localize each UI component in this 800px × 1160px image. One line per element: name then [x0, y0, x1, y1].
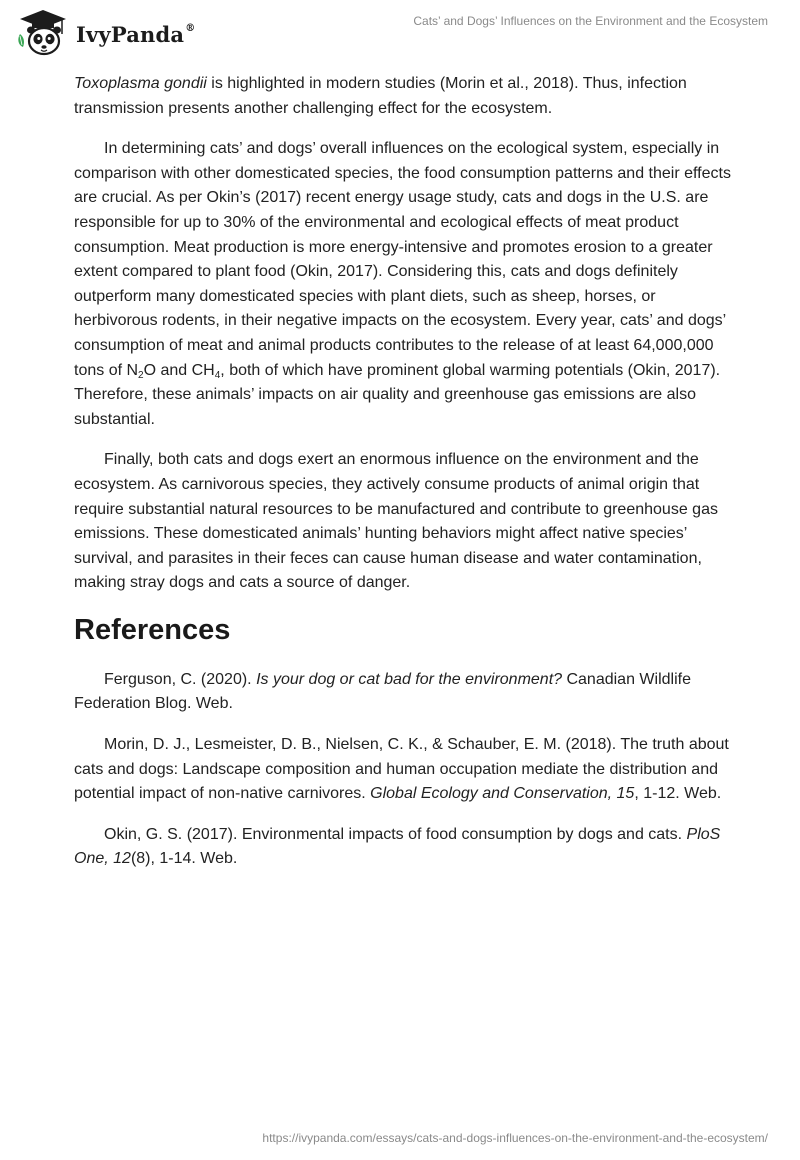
running-title: Cats’ and Dogs’ Influences on the Environment and the Ecosystem: [413, 14, 768, 28]
reference-text: Morin, D. J., Lesmeister, D. B., Nielsen, C. K., & Schauber, E. M. (2018). The truth about cats and dogs: Landscape composition and human occupation mediate the distribution and potential impact of non-native carnivores.: [74, 736, 729, 803]
reference-text: (8), 1-14. Web.: [130, 850, 238, 868]
paragraph-continuation: [74, 72, 734, 121]
essay-content: [74, 72, 734, 888]
logo-text: IvyPanda: [76, 21, 185, 47]
paragraph-food-consumption: [74, 137, 734, 432]
source-url[interactable]: https://ivypanda.com/essays/cats-and-dogs-influences-on-the-environment-and-the-ecosystem/: [262, 1131, 768, 1145]
references-heading: References: [74, 613, 231, 646]
reference-item: [74, 823, 734, 872]
registered-mark: ®: [185, 22, 196, 34]
subscript: 4: [214, 369, 221, 381]
reference-title: PloS One, 12: [74, 825, 721, 868]
reference-item: [74, 668, 734, 717]
paragraph-text: , both of which have prominent global warming potentials (Okin, 2017). Therefore, these animals’ impacts on air quality and greenhouse gas emissions are also substantial.: [74, 361, 721, 428]
reference-item: [74, 733, 734, 807]
reference-text: , 1-12. Web.: [634, 785, 722, 803]
paragraph-conclusion: Finally, both cats and dogs exert an enormous influence on the environment and the ecosystem. As carnivorous species, they actively consume products of animal origin that require substantial natural resources to be manufactured and contribute to greenhouse gas emissions. These domesticated animals’ hunting behaviors might affect native species’ survival, and parasites in their feces can cause human disease and water contamination, making stray dogs and cats a source of danger.: [74, 451, 718, 592]
reference-title: Global Ecology and Conservation, 15: [370, 785, 635, 803]
subscript: 2: [138, 369, 144, 381]
reference-text: Ferguson, C. (2020).: [104, 670, 257, 688]
logo-wordmark: [76, 22, 195, 47]
species-name: Toxoplasma gondii: [74, 75, 207, 92]
reference-text: Okin, G. S. (2017). Environmental impacts of food consumption by dogs and cats.: [104, 825, 687, 843]
ivypanda-logo[interactable]: [16, 8, 195, 58]
reference-title: Is your dog or cat bad for the environment?: [256, 670, 563, 688]
panda-graduate-icon: [16, 8, 70, 58]
paragraph-text: O and CH: [143, 361, 215, 379]
paragraph-text: In determining cats’ and dogs’ overall influences on the ecological system, especially in comparison with other domesticated species, the food consumption patterns and their effects are crucial. As per Okin’s (2017) recent energy usage study, cats and dogs in the U.S. are responsible for up to 30% of the environmental and ecological effects of meat product consumption. Meat production is more energy-intensive and promotes erosion to a greater extent compared to plant food (Okin, 2017). Considering this, cats and dogs definitely outperform many domesticated species with plant diets, such as sheep, horses, or herbivorous rodents, in their negative impacts on the ecosystem. Every year, cats’ and dogs’ consumption of meat and animal products contributes to the release of at least 64,000,000 tons of N: [74, 140, 731, 379]
paragraph-text: is highlighted in modern studies (Morin et al., 2018). Thus, infection transmission presents another challenging effect for the ecosystem.: [74, 75, 687, 117]
reference-text: Canadian Wildlife Federation Blog. Web.: [74, 670, 691, 713]
page-header: [0, 0, 800, 64]
